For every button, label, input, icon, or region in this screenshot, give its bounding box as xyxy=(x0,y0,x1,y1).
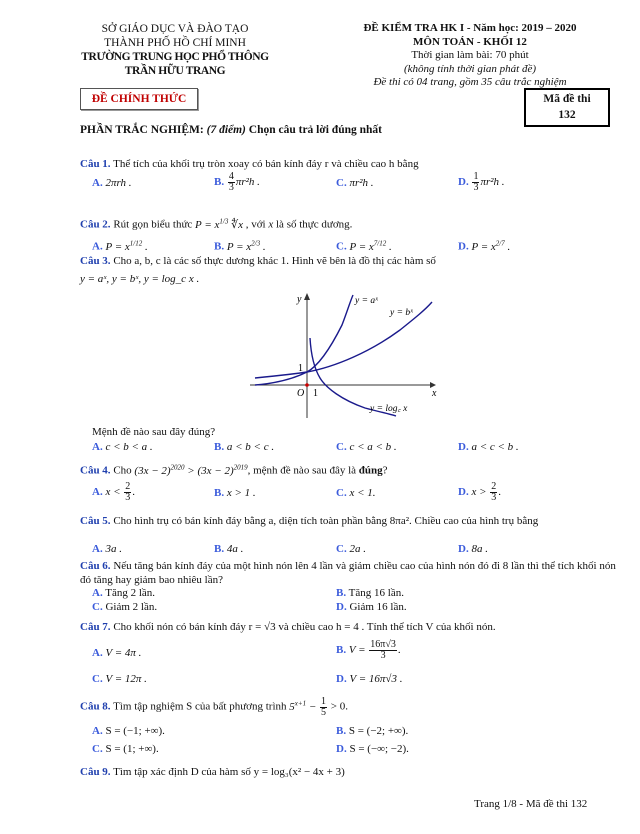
section-instruction: Chọn câu trả lời đúng nhất xyxy=(245,124,382,136)
question-label: Câu 7. xyxy=(80,621,111,633)
question-label: Câu 2. xyxy=(80,218,111,231)
question-text: Cho a, b, c là các số thực dương khác 1. Hình vẽ bên là đồ thị các hàm số xyxy=(110,255,436,267)
question-5 xyxy=(80,514,620,528)
question-label: Câu 6. xyxy=(80,560,111,572)
option-b[interactable]: B. a < b < c . xyxy=(214,441,275,453)
school-type: TRƯỜNG TRUNG HỌC PHỔ THÔNG xyxy=(81,51,269,63)
option-d[interactable]: D. V = 16π√3 . xyxy=(336,673,403,685)
option-c[interactable]: C. V = 12π . xyxy=(92,673,147,685)
question-4: Câu 4. Cho $(3x - 2)^{2020} > (3x - 2)^{2019}$, mệnh đề nào sau đây là đúng? xyxy=(80,463,388,477)
y-one-label: 1 xyxy=(298,363,303,374)
question-9 xyxy=(80,765,620,779)
option-c[interactable]: C. Giảm 2 lần. xyxy=(92,601,158,613)
option-b[interactable]: B. 4a . xyxy=(214,543,244,555)
question-2-options xyxy=(80,236,620,252)
option-a[interactable]: A. 3a . xyxy=(92,543,122,555)
exam-header xyxy=(320,22,620,90)
option-c[interactable]: C. x < 1. xyxy=(336,487,376,499)
question-text: Cho hình trụ có bán kính đáy bằng a, diện tích toàn phần bằng 8πa². Chiều cao của hình trụ bằng xyxy=(110,515,539,527)
section-heading xyxy=(80,124,382,136)
exam-subject: MÔN TOÁN - KHỐI 12 xyxy=(413,35,527,48)
question-5-options xyxy=(80,542,620,558)
option-a[interactable]: A. x < $\frac{2}{3}$ . xyxy=(92,481,136,503)
exam-duration-note: (không tính thời gian phát đề) xyxy=(403,62,537,75)
official-badge: ĐỀ CHÍNH THỨC xyxy=(80,88,198,110)
curve-log-label: y = log꜀ x xyxy=(370,404,408,414)
question-label: Câu 5. xyxy=(80,515,111,527)
curve-a-label: y = aˣ xyxy=(355,296,378,306)
option-d[interactable]: D. x > $\frac{2}{3}$ . xyxy=(458,481,502,503)
exam-code: 132 xyxy=(558,109,576,121)
option-b[interactable]: B. V = $\frac{16\pi√3}{3}$ . xyxy=(336,639,401,661)
question-text: Nếu tăng bán kính đáy của một hình nón lên 4 lần và giảm chiều cao của hình nón đó đi 8 lần thì thể tích khối nón đó tăng hay giảm bao nhiêu lần? xyxy=(80,560,616,586)
question-2: Câu 2. Rút gọn biểu thức $P = x^{1/3}$ ∜x , với x là số thực dương. xyxy=(80,217,353,231)
option-b[interactable]: B. $P = x^{2/3}$ . xyxy=(214,239,266,253)
option-b[interactable]: B. $\frac{4}{3}$ πr²h . xyxy=(214,171,260,193)
option-d[interactable]: D. 8a . xyxy=(458,543,488,555)
exam-duration: Thời gian làm bài: 70 phút xyxy=(411,49,529,61)
section-points: (7 điểm) xyxy=(206,124,246,136)
question-1-options xyxy=(80,172,620,196)
exam-title: ĐỀ KIỂM TRA HK I - Năm học: 2019 – 2020 xyxy=(363,22,577,34)
x-one-label: 1 xyxy=(313,388,318,399)
exam-code-box xyxy=(524,88,610,127)
city-name: THÀNH PHỐ HỒ CHÍ MINH xyxy=(104,37,246,49)
department-name: SỞ GIÁO DỤC VÀ ĐÀO TẠO xyxy=(101,23,249,35)
question-4-options xyxy=(80,482,620,506)
question-label: Câu 3. xyxy=(80,255,111,267)
option-a[interactable]: A. $P = x^{1/12}$ . xyxy=(92,239,148,253)
option-c[interactable]: C. c < a < b . xyxy=(336,441,397,453)
question-3-options xyxy=(80,440,620,456)
option-d[interactable]: D. $\frac{1}{3}$ πr²h . xyxy=(458,171,505,193)
exam-code-label: Mã đề thi xyxy=(543,93,591,105)
fraction: $\frac{4}{3}$ xyxy=(228,171,234,193)
question-label: Câu 8. xyxy=(80,700,111,713)
question-label: Câu 1. xyxy=(80,158,111,170)
question-1 xyxy=(80,157,620,171)
option-d[interactable]: D. $P = x^{2/7}$ . xyxy=(458,239,511,253)
question-label: Câu 9. xyxy=(80,766,111,778)
option-c[interactable]: C. S = (1; +∞). xyxy=(92,743,159,755)
option-d[interactable]: D. S = (−∞; −2). xyxy=(336,743,409,755)
question-8: Câu 8. Tìm tập nghiệm S của bất phương trình $5^{x+1}$ − $\frac{1}{5}$ > 0. xyxy=(80,695,349,718)
option-b[interactable]: B. x > 1 . xyxy=(214,487,256,499)
x-axis-label: x xyxy=(432,388,437,399)
school-name: TRẦN HỮU TRANG xyxy=(124,65,226,77)
question-3-prompt: Mệnh đề nào sau đây đúng? xyxy=(92,426,216,438)
question-3 xyxy=(80,254,620,268)
option-b[interactable]: B. S = (−2; +∞). xyxy=(336,725,409,737)
question-text: Thể tích của khối trụ tròn xoay có bán kính đáy r và chiều cao h bằng xyxy=(110,158,419,170)
question-text: Cho khối nón có bán kính đáy r = √3 và chiều cao h = 4 . Tính thể tích V của khối nón. xyxy=(110,621,496,633)
question-text: Tìm tập xác định D của hàm số y = log₃(x² − 4x + 3) xyxy=(110,766,345,778)
function-graph xyxy=(250,290,440,420)
origin-label: O xyxy=(297,388,305,399)
y-axis-label: y xyxy=(297,294,302,305)
option-a[interactable]: A. Tăng 2 lần. xyxy=(92,587,156,599)
question-3-functions: y = aˣ, y = bˣ, y = log_c x . xyxy=(80,273,200,285)
section-title: PHẦN TRẮC NGHIỆM: xyxy=(80,124,207,136)
curve-b-label: y = bˣ xyxy=(390,308,413,318)
fraction: $\frac{1}{3}$ xyxy=(473,171,479,193)
option-c[interactable]: C. $P = x^{7/12}$ . xyxy=(336,239,392,253)
question-label: Câu 4. xyxy=(80,464,111,477)
question-8-options xyxy=(80,724,620,754)
option-b[interactable]: B. Tăng 16 lần. xyxy=(336,587,404,599)
option-d[interactable]: D. a < c < b . xyxy=(458,441,519,453)
exam-info: Đề thi có 04 trang, gồm 35 câu trắc nghiệm xyxy=(373,76,567,88)
option-a[interactable]: A. c < b < a . xyxy=(92,441,153,453)
question-6 xyxy=(80,559,620,587)
option-a[interactable]: A. V = 4π . xyxy=(92,647,142,659)
question-7-options xyxy=(80,640,620,692)
page-footer: Trang 1/8 - Mã đề thi 132 xyxy=(474,798,588,810)
option-a[interactable]: A. 2πrh . xyxy=(92,177,132,189)
option-c[interactable]: C. πr²h . xyxy=(336,177,374,189)
school-header xyxy=(80,22,270,78)
question-6-options xyxy=(80,586,620,614)
option-d[interactable]: D. Giảm 16 lần. xyxy=(336,601,407,613)
option-c[interactable]: C. 2a . xyxy=(336,543,366,555)
option-a[interactable]: A. S = (−1; +∞). xyxy=(92,725,165,737)
question-7 xyxy=(80,620,620,634)
